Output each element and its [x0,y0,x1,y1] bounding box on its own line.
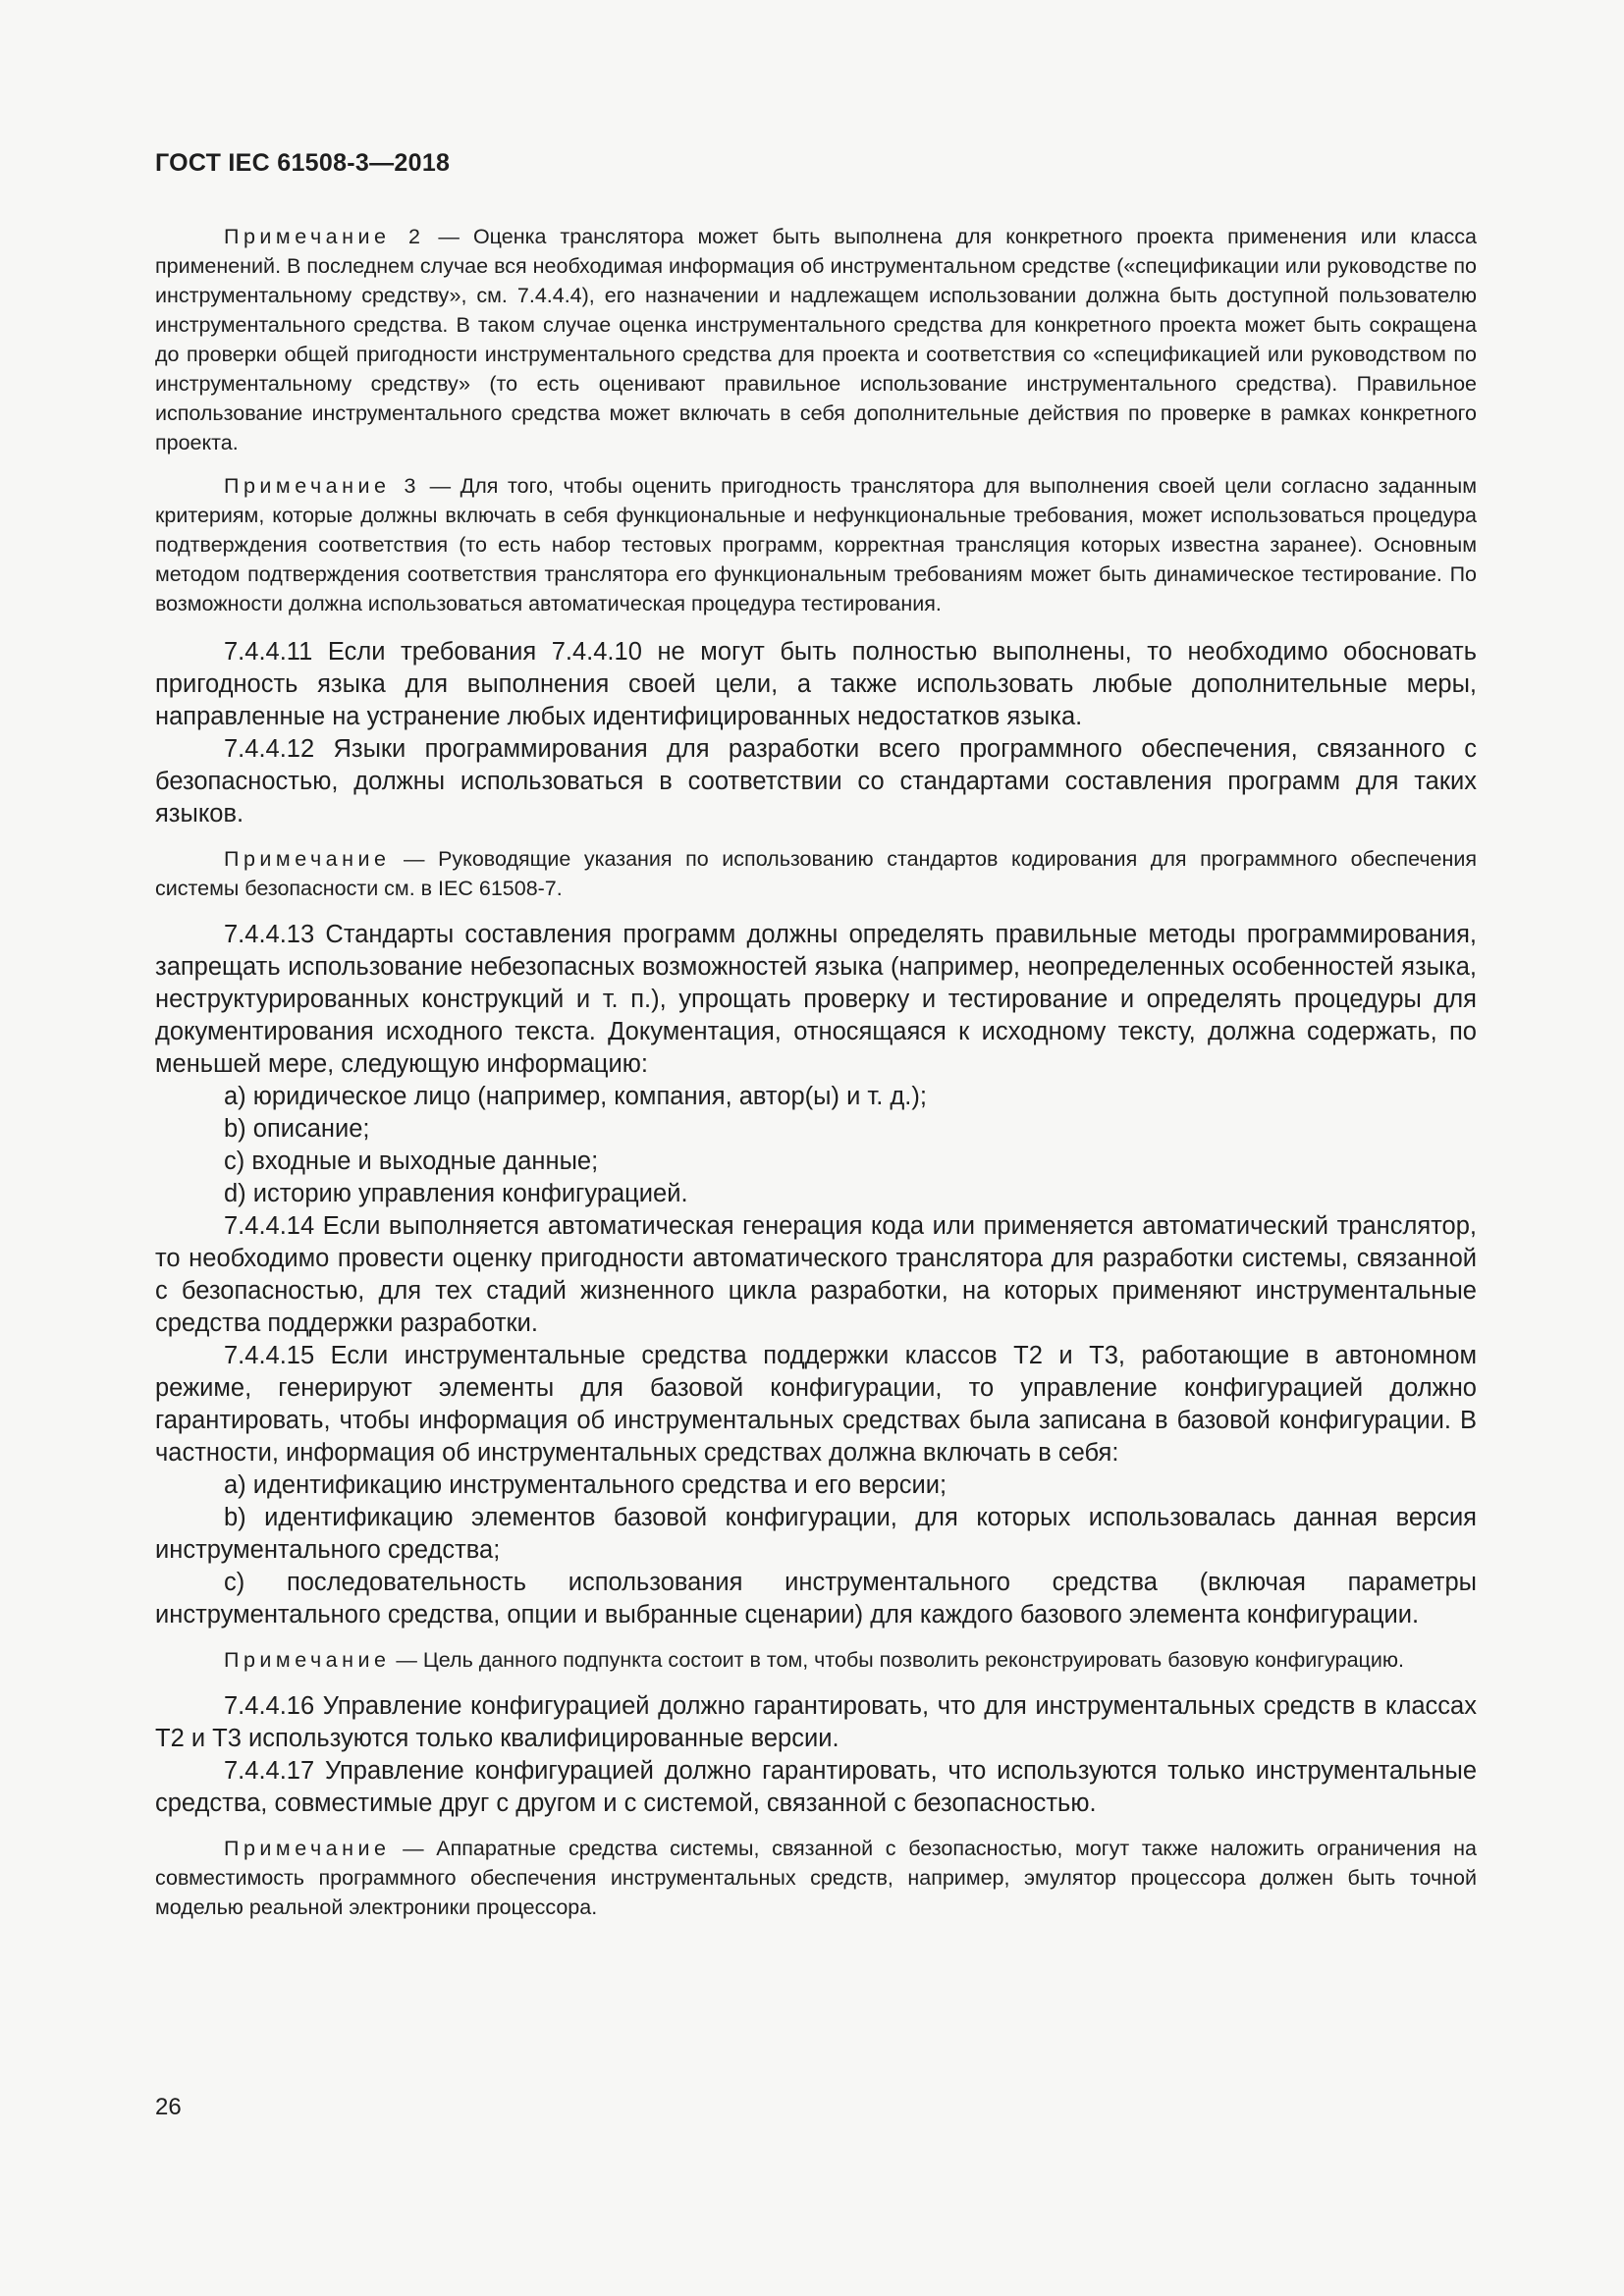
list-item: b) идентификацию элементов базовой конфигурации, для которых использовалась данная версия инструментального средства; [155,1504,1477,1564]
list-item: a) идентификацию инструментального средства и его версии; [224,1471,947,1499]
note-label: Примечание 2 [224,225,425,248]
note-text: — Аппаратные средства системы, связанной с безопасностью, могут также наложить ограничения на совместимость программного обеспечения инструментальных средств, например, эмулятор процессора должен быть точной моделью реальной электроники процессора. [155,1837,1477,1919]
clause-7-4-4-17: 7.4.4.17 Управление конфигурацией должно гарантировать, что используются только инструментальные средства, совместимые друг с другом и с системой, связанной с безопасностью. [155,1757,1477,1817]
page-content [155,222,1477,1922]
list-item: c) входные и выходные данные; [224,1148,599,1175]
clause-7-4-4-13: 7.4.4.13 Стандарты составления программ должны определять правильные методы программирования, запрещать использование небезопасных возможностей языка (например, неопределенных особенностей языка, неструктурированных конструкций и т. п.), упрощать проверку и тестирование и определять процедуры для документирования исходного текста. Документация, относящаяся к исходному тексту, должна содержать, по меньшей мере, следующую информацию: [155,921,1477,1078]
clause-7-4-4-14: 7.4.4.14 Если выполняется автоматическая генерация кода или применяется автоматический транслятор, то необходимо провести оценку пригодности автоматического транслятора для разработки системы, связанной с безопасностью, для тех стадий жизненного цикла разработки, на которых применяют инструментальные средства поддержки разработки. [155,1212,1477,1337]
note-baseline-reconstruction [155,1645,1477,1675]
note-label: Примечание [224,1648,391,1672]
list-item: b) описание; [224,1115,370,1143]
note-3 [155,471,1477,618]
note-text: — Руководящие указания по использованию стандартов кодирования для программного обеспечения системы безопасности см. в IEC 61508-7. [155,847,1477,900]
clause-7-4-4-12: 7.4.4.12 Языки программирования для разработки всего программного обеспечения, связанного с безопасностью, должны использоваться в соответствии со стандартами составления программ для таких языков. [155,735,1477,828]
page-number: 26 [155,2094,182,2120]
note-2 [155,222,1477,457]
note-label: Примечание [224,847,391,871]
list-item: a) юридическое лицо (например, компания, автор(ы) и т. д.); [224,1083,927,1110]
clause-7-4-4-15: 7.4.4.15 Если инструментальные средства поддержки классов Т2 и Т3, работающие в автономном режиме, генерируют элементы для базовой конфигурации, то управление конфигурацией должно гарантировать, чтобы информация об инструментальных средствах была записана в базовой конфигурации. В частности, информация об инструментальных средствах должна включать в себя: [155,1342,1477,1467]
clause-7-4-4-16: 7.4.4.16 Управление конфигурацией должно гарантировать, что для инструментальных средств в классах Т2 и Т3 используются только квалифицированные версии. [155,1692,1477,1752]
clause-7-4-4-11: 7.4.4.11 Если требования 7.4.4.10 не могут быть полностью выполнены, то необходимо обосновать пригодность языка для выполнения своей цели, а также использовать любые дополнительные меры, направленные на устранение любых идентифицированных недостатков языка. [155,638,1477,730]
note-text: — Для того, чтобы оценить пригодность транслятора для выполнения своей цели согласно заданным критериям, которые должны включать в себя функциональные и нефункциональные требования, может использоваться процедура подтверждения соответствия (то есть набор тестовых программ, корректная трансляция которых известна заранее). Основным методом подтверждения соответствия транслятора его функциональным требованиям может быть динамическое тестирование. По возможности должна использоваться автоматическая процедура тестирования. [155,474,1478,615]
list-item: c) последовательность использования инструментального средства (включая параметры инструментального средства, опции и выбранные сценарии) для каждого базового элемента конфигурации. [155,1569,1477,1629]
note-text: — Оценка транслятора может быть выполнена для конкретного проекта применения или класса применений. В последнем случае вся необходимая информация об инструментальном средстве («спецификации или руководстве по инструментальному средству», см. 7.4.4.4), его назначении и надлежащем использовании должна быть доступной пользователю инструментального средства. В таком случае оценка инструментального средства для конкретного проекта может быть сокращена до проверки общей пригодности инструментального средства для проекта и соответствия со «спецификацией или руководством по инструментальному средству» (то есть оценивают правильное использование инструментального средства). Правильное использование инструментального средства может включать в себя дополнительные действия по проверке в рамках конкретного проекта. [155,225,1477,454]
note-coding-standards [155,844,1477,903]
note-label: Примечание [224,1837,391,1860]
note-label: Примечание 3 [224,474,420,498]
note-text: — Цель данного подпункта состоит в том, чтобы позволить реконструировать базовую конфигурацию. [390,1648,1404,1672]
document-header: ГОСТ IEC 61508-3—2018 [155,149,451,177]
note-hardware-compatibility [155,1834,1477,1922]
list-item: d) историю управления конфигурацией. [224,1180,688,1207]
